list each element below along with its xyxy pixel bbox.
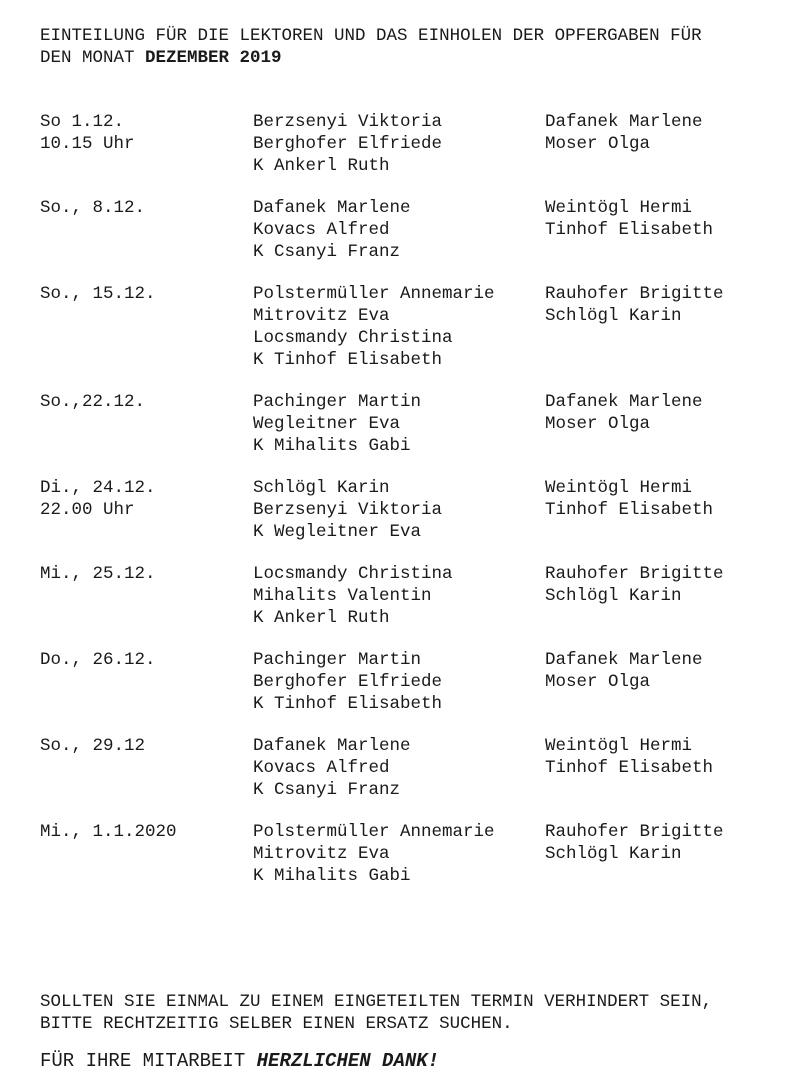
lector-name: Locsmandy Christina	[253, 564, 453, 584]
service-date: Mi., 25.12.	[40, 564, 156, 584]
lector-name: K Tinhof Elisabeth	[253, 694, 443, 714]
footer-note-line-1: SOLLTEN SIE EINMAL ZU EINEM EINGETEILTEN TERMIN VERHINDERT SEIN,	[40, 992, 713, 1012]
offering-collector-name: Weintögl Hermi	[545, 478, 693, 498]
lector-name: K Wegleitner Eva	[253, 522, 422, 542]
offering-collector-name: Moser Olga	[545, 672, 651, 692]
lectors-column	[253, 391, 545, 457]
lector-name: Polstermüller Annemarie	[253, 822, 495, 842]
offering-collector-name: Dafanek Marlene	[545, 392, 703, 412]
offering-collector-name: Tinhof Elisabeth	[545, 500, 714, 520]
offering-collector-name: Weintögl Hermi	[545, 736, 693, 756]
lectors-column	[253, 477, 545, 543]
offering-collector-name: Schlögl Karin	[545, 844, 682, 864]
schedule-row	[40, 563, 780, 629]
date-column	[40, 391, 253, 457]
offering-collector-name: Rauhofer Brigitte	[545, 284, 724, 304]
lector-name: Pachinger Martin	[253, 392, 422, 412]
lector-name: Schlögl Karin	[253, 478, 390, 498]
lector-name: Dafanek Marlene	[253, 736, 411, 756]
schedule-row	[40, 735, 780, 801]
schedule-row	[40, 649, 780, 715]
offering-collector-name: Tinhof Elisabeth	[545, 220, 714, 240]
lectors-column	[253, 735, 545, 801]
service-date: So., 8.12.	[40, 198, 146, 218]
lector-name: Polstermüller Annemarie	[253, 284, 495, 304]
lector-name: Dafanek Marlene	[253, 198, 411, 218]
service-date: Mi., 1.1.2020	[40, 822, 177, 842]
offering-collector-name: Rauhofer Brigitte	[545, 564, 724, 584]
date-column	[40, 563, 253, 629]
lector-name: K Ankerl Ruth	[253, 608, 390, 628]
gifts-column	[545, 735, 780, 801]
offering-collector-name: Dafanek Marlene	[545, 112, 703, 132]
service-date: So 1.12.	[40, 112, 125, 132]
schedule-row	[40, 821, 780, 887]
date-column	[40, 477, 253, 543]
thanks-emphasis: HERZLICHEN DANK!	[256, 1050, 440, 1072]
lectors-column	[253, 563, 545, 629]
schedule-row	[40, 111, 780, 177]
service-date: So.,22.12.	[40, 392, 146, 412]
schedule-row	[40, 391, 780, 457]
schedule-row	[40, 197, 780, 263]
service-date: 10.15 Uhr	[40, 134, 135, 154]
lector-name: Berzsenyi Viktoria	[253, 500, 443, 520]
lectors-column	[253, 197, 545, 263]
footer-note-line-2: BITTE RECHTZEITIG SELBER EINEN ERSATZ SUCHEN.	[40, 1014, 513, 1034]
schedule-row	[40, 477, 780, 543]
lector-name: K Csanyi Franz	[253, 780, 401, 800]
offering-collector-name: Schlögl Karin	[545, 306, 682, 326]
lector-name: K Mihalits Gabi	[253, 866, 411, 886]
lector-name: Pachinger Martin	[253, 650, 422, 670]
date-column	[40, 735, 253, 801]
offering-collector-name: Schlögl Karin	[545, 586, 682, 606]
header-month: DEZEMBER 2019	[145, 48, 282, 68]
gifts-column	[545, 821, 780, 887]
lector-name: K Mihalits Gabi	[253, 436, 411, 456]
header-line-2	[40, 47, 780, 69]
service-date: So., 29.12	[40, 736, 146, 756]
lectors-column	[253, 821, 545, 887]
lectors-column	[253, 111, 545, 177]
gifts-column	[545, 197, 780, 263]
date-column	[40, 821, 253, 887]
lectors-column	[253, 649, 545, 715]
offering-collector-name: Weintögl Hermi	[545, 198, 693, 218]
service-date: 22.00 Uhr	[40, 500, 135, 520]
lector-name: K Tinhof Elisabeth	[253, 350, 443, 370]
lector-name: Berzsenyi Viktoria	[253, 112, 443, 132]
service-date: Do., 26.12.	[40, 650, 156, 670]
lector-name: Mitrovitz Eva	[253, 844, 390, 864]
gifts-column	[545, 477, 780, 543]
lector-name: K Ankerl Ruth	[253, 156, 390, 176]
service-date: So., 15.12.	[40, 284, 156, 304]
document-footer	[40, 991, 800, 1072]
offering-collector-name: Moser Olga	[545, 414, 651, 434]
schedule-table	[40, 111, 780, 907]
gifts-column	[545, 111, 780, 177]
service-date: Di., 24.12.	[40, 478, 156, 498]
date-column	[40, 111, 253, 177]
document-header	[40, 25, 780, 69]
header-line-1: EINTEILUNG FÜR DIE LEKTOREN UND DAS EINHOLEN DER OPFERGABEN FÜR	[40, 26, 702, 46]
lector-name: Wegleitner Eva	[253, 414, 401, 434]
lector-name: Mitrovitz Eva	[253, 306, 390, 326]
header-month-prefix: DEN MONAT	[40, 48, 146, 68]
lector-name: Berghofer Elfriede	[253, 672, 443, 692]
offering-collector-name: Tinhof Elisabeth	[545, 758, 714, 778]
lector-name: Locsmandy Christina	[253, 328, 453, 348]
thanks-prefix: FÜR IHRE MITARBEIT	[40, 1050, 257, 1072]
schedule-row	[40, 283, 780, 371]
gifts-column	[545, 563, 780, 629]
gifts-column	[545, 283, 780, 371]
offering-collector-name: Dafanek Marlene	[545, 650, 703, 670]
lector-name: Kovacs Alfred	[253, 220, 390, 240]
lector-name: Mihalits Valentin	[253, 586, 432, 606]
date-column	[40, 283, 253, 371]
gifts-column	[545, 649, 780, 715]
lector-name: Kovacs Alfred	[253, 758, 390, 778]
lector-name: K Csanyi Franz	[253, 242, 401, 262]
gifts-column	[545, 391, 780, 457]
footer-thanks	[40, 1050, 800, 1072]
date-column	[40, 649, 253, 715]
lectors-column	[253, 283, 545, 371]
offering-collector-name: Rauhofer Brigitte	[545, 822, 724, 842]
date-column	[40, 197, 253, 263]
offering-collector-name: Moser Olga	[545, 134, 651, 154]
lector-name: Berghofer Elfriede	[253, 134, 443, 154]
